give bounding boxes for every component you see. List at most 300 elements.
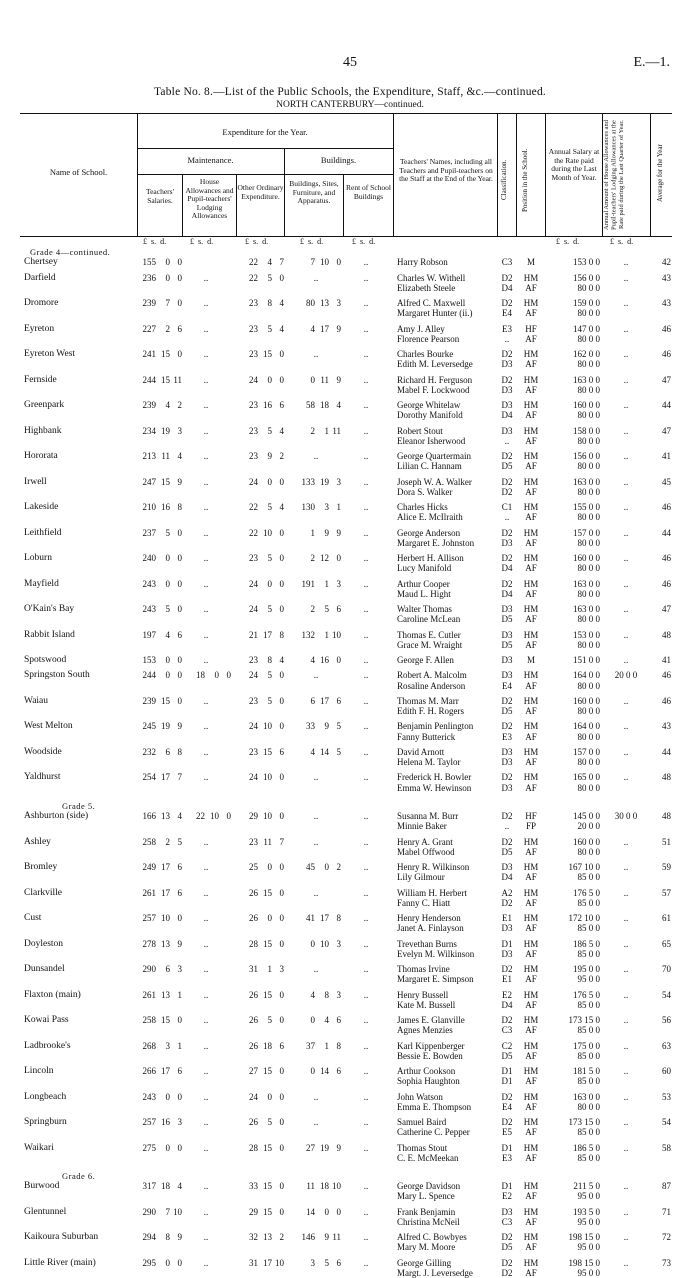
house-allowance: .. [203,400,209,410]
school-name: Irwell [24,476,47,487]
header-salaries: Teachers' Salaries. [146,187,174,205]
school-name: Waiau [24,695,49,706]
buildings-sites-shillings: 8 [324,989,329,1000]
buildings-sites: .. [313,811,319,821]
teacher-position: HM [523,695,539,706]
buildings-sites-pence: 6 [336,1015,341,1025]
house-allowance: .. [203,272,209,283]
salaries-pence: 0 [177,553,182,563]
average-attendance: 59 [662,862,671,872]
salaries-pence: 6 [177,629,182,640]
teacher-name: Joseph W. A. Walker [397,476,472,487]
average-attendance: 41 [662,451,671,461]
teacher-salary: 198 15 0 [568,1257,600,1268]
other-expenditure-shillings: 5 [267,695,272,706]
other-expenditure-shillings: 5 [267,272,272,283]
teacher-position: AF [525,333,537,344]
other-expenditure-shillings: 15 [263,349,272,359]
teacher-classification: D5 [501,639,513,650]
buildings-sites-pounds: 4 [310,746,315,757]
salaries-pounds: 239 [142,695,156,706]
teacher-name: Mabel Offwood [397,846,455,857]
average-attendance: 42 [662,257,671,268]
salaries-pounds: 241 [142,349,156,359]
rent: .. [363,695,369,706]
other-expenditure-pounds: 26 [249,913,258,923]
other-expenditure-pounds: 22 [249,527,258,538]
buildings-sites-pence: 6 [336,1257,341,1268]
teacher-name: Mary M. Moore [397,1242,456,1253]
salaries-shillings: 10 [161,913,170,923]
salaries-pounds: 239 [142,298,156,308]
house-allowance-pence: 0 [226,811,231,821]
table-subtitle: NORTH CANTERBURY—continued. [276,100,424,110]
salaries-pence: 0 [177,1091,182,1102]
allowance-amount: .. [623,323,629,334]
teacher-name: Frank Benjamin [397,1206,456,1217]
other-expenditure-pounds: 21 [249,629,258,640]
teacher-name: Thomas E. Cutler [397,629,461,640]
teacher-salary: 95 0 0 [577,1242,600,1253]
salaries-pounds: 213 [142,451,156,461]
rent: .. [363,425,369,436]
other-expenditure-pence: 0 [279,604,284,614]
teacher-classification: D2 [501,527,513,538]
school-name: Lincoln [24,1066,54,1076]
teacher-salary: 198 15 0 [568,1232,600,1243]
salaries-shillings: 16 [161,502,170,512]
rent: .. [363,527,369,538]
salaries-shillings: 7 [165,1206,170,1217]
buildings-sites-pence: 6 [336,604,341,614]
header-house: House Allowances and Pupil-teachers' Lodging Allowances [185,177,234,220]
house-allowance: .. [203,862,209,872]
teacher-salary: 80 0 0 [577,588,600,599]
teacher-name: Amy J. Alley [397,323,445,334]
teacher-classification: D5 [501,1242,513,1253]
buildings-sites-pounds: 11 [306,1181,315,1192]
salaries-pence: 9 [177,1232,182,1243]
header-allowance: Annual Amount of House Allowances and Pupil-teachers' Lodging Allowances at the Rate paid during the Last Quarter of Year. [603,120,625,230]
average-attendance: 47 [662,374,671,385]
teacher-name: Henry Bussell [397,989,449,1000]
school-name: Ladbrooke's [24,1040,71,1051]
teacher-name: Lily Gilmour [397,872,445,883]
salaries-shillings: 13 [161,938,170,949]
teacher-position: AF [525,1025,537,1036]
allowance-amount: .. [623,695,629,706]
teacher-classification: D2 [501,1015,513,1025]
teacher-salary: 193 5 0 [573,1206,600,1217]
teacher-salary: 95 0 0 [577,1191,600,1202]
teacher-name: Arthur Cookson [397,1066,456,1076]
salaries-pence: 0 [177,272,182,283]
buildings-sites-shillings: 1 [324,425,329,436]
teacher-salary: 176 5 0 [573,887,600,898]
salaries-pounds: 232 [142,746,156,757]
salaries-pence: 0 [177,1257,182,1268]
other-expenditure-pounds: 23 [249,298,258,308]
school-name: Fernside [24,374,57,385]
rent: .. [363,298,369,308]
salaries-pounds: 245 [142,721,156,732]
teacher-classification: D2 [501,772,513,783]
teacher-classification: E3 [502,1152,512,1163]
salaries-pounds: 257 [142,1117,156,1127]
money-unit-header: £ s. d. [610,237,634,246]
teacher-position: HM [523,887,539,898]
teacher-name: Harry Robson [397,257,448,268]
house-allowance: .. [203,1181,209,1192]
teacher-salary: 80 0 0 [577,639,600,650]
rent: .. [363,655,369,665]
teacher-name: Agnes Menzies [397,1025,453,1036]
salaries-pence: 0 [177,604,182,614]
teacher-classification: D3 [501,537,513,548]
salaries-shillings: 11 [161,451,170,461]
other-expenditure-shillings: 0 [267,913,272,923]
other-expenditure-pence: 0 [279,1117,284,1127]
teacher-name: Alice E. McIlraith [397,512,463,523]
salaries-pounds: 278 [142,938,156,949]
salaries-pounds: 247 [142,476,156,487]
buildings-sites: .. [313,349,319,359]
teacher-salary: 167 10 0 [568,862,600,872]
salaries-shillings: 0 [165,1142,170,1153]
average-attendance: 46 [662,553,671,563]
average-attendance: 46 [662,670,671,681]
teacher-name: George F. Allen [397,655,454,665]
salaries-shillings: 0 [165,655,170,665]
teacher-classification: E4 [502,1101,512,1112]
other-expenditure-pounds: 31 [249,1257,258,1268]
other-expenditure-pounds: 26 [249,1015,258,1025]
allowance-amount: .. [623,349,629,359]
salaries-pounds: 237 [142,527,156,538]
salaries-pence: 3 [177,1117,182,1127]
rent: .. [363,836,369,847]
other-expenditure-pounds: 24 [249,578,258,589]
teacher-classification: D5 [501,706,513,716]
average-attendance: 63 [662,1040,671,1051]
teacher-salary: 173 15 0 [568,1117,600,1127]
teacher-classification: D2 [501,486,513,497]
other-expenditure-pence: 6 [279,1040,284,1051]
buildings-sites-pence: 6 [336,695,341,706]
salaries-shillings: 15 [161,476,170,487]
buildings-sites-pounds: 33 [306,721,315,732]
header-other: Other Ordinary Expenditure. [237,183,284,201]
salaries-shillings: 15 [161,695,170,706]
teacher-name: Emma W. Hewinson [397,782,472,793]
school-name: Eyreton West [24,349,76,359]
teacher-classification: D2 [501,451,513,461]
buildings-sites-pence: 10 [332,1181,341,1192]
teacher-salary: 85 0 0 [577,999,600,1010]
salaries-pence: 0 [177,913,182,923]
house-allowance-pounds: 18 [196,670,205,681]
rent: .. [363,913,369,923]
salaries-pence: 7 [177,772,182,783]
other-expenditure-shillings: 5 [267,1015,272,1025]
salaries-shillings: 13 [161,811,170,821]
teacher-name: Charles W. Withell [397,272,466,283]
buildings-sites-shillings: 14 [320,1066,329,1076]
salaries-pounds: 244 [142,374,156,385]
teacher-name: Charles Hicks [397,502,448,512]
teacher-classification: D4 [501,588,513,599]
average-attendance: 53 [662,1091,671,1102]
school-name: Cust [24,913,42,923]
salaries-shillings: 3 [165,1040,170,1051]
other-expenditure-shillings: 15 [263,746,272,757]
teacher-position: HF [525,811,537,821]
house-allowance-pounds: 22 [196,811,205,821]
teacher-position: AF [525,974,537,985]
teacher-position: HM [523,1206,539,1217]
header-teachers: Teachers' Names, including all Teachers and Pupil-teachers on the Staff at the End of the Year. [399,157,493,183]
grade-heading: Grade 5. [62,800,96,811]
teacher-salary: 95 0 0 [577,974,600,985]
money-unit-header: £ s. d. [300,237,324,246]
teacher-salary: 173 15 0 [568,1015,600,1025]
allowance-amount: .. [623,553,629,563]
salaries-pence: 0 [177,527,182,538]
other-expenditure-shillings: 15 [263,887,272,898]
teacher-classification: .. [504,435,510,446]
teacher-salary: 145 0 0 [573,811,600,821]
buildings-sites-pence: 9 [336,527,341,538]
other-expenditure-pounds: 27 [249,1066,258,1076]
other-expenditure-pounds: 24 [249,604,258,614]
teacher-position: HM [523,836,539,847]
other-expenditure-pence: 10 [275,1257,284,1268]
teacher-classification: E2 [502,989,512,1000]
teacher-classification: D2 [501,298,513,308]
salaries-pence: 6 [177,862,182,872]
teacher-name: Dora S. Walker [397,486,453,497]
teacher-position: HM [523,629,539,640]
teacher-position: AF [525,563,537,574]
other-expenditure-shillings: 8 [267,298,272,308]
teacher-classification: D2 [501,1091,513,1102]
teacher-classification: D5 [501,461,513,472]
salaries-shillings: 0 [165,670,170,681]
other-expenditure-pounds: 24 [249,374,258,385]
money-unit-header: £ s. d. [143,237,167,246]
buildings-sites-pounds: 0 [310,938,315,949]
buildings-sites: .. [313,272,319,283]
salaries-pence: 6 [177,323,182,334]
teacher-name: Margaret E. Simpson [397,974,474,985]
buildings-sites-shillings: 19 [320,476,329,487]
other-expenditure-pounds: 33 [249,1181,258,1192]
average-attendance: 48 [662,811,671,821]
teacher-position: HM [523,1232,539,1243]
school-name: Hororata [24,451,58,461]
teacher-salary: 172 10 0 [568,913,600,923]
buildings-sites-pounds: 7 [310,257,315,268]
salaries-shillings: 16 [161,1117,170,1127]
buildings-sites: .. [313,964,319,974]
header-buildings: Buildings. [320,155,357,165]
teacher-name: Elizabeth Steele [397,282,456,293]
other-expenditure-pence: 0 [279,670,284,681]
teacher-classification: D2 [501,964,513,974]
teacher-name: Fanny Butterick [397,731,456,742]
salaries-pence: 3 [177,425,182,436]
salaries-pounds: 261 [142,887,156,898]
teacher-classification: D4 [501,872,513,883]
rent: .. [363,1066,369,1076]
teacher-position: M [526,257,535,268]
other-expenditure-pounds: 22 [249,272,258,283]
buildings-sites-pence: 10 [332,629,341,640]
other-expenditure-pounds: 29 [249,1206,258,1217]
header-salary: Annual Salary at the Rate paid during the Last Month of Year. [548,147,600,182]
teacher-name: Minnie Baker [397,821,447,832]
school-name: Lakeside [24,502,59,512]
house-allowance: .. [203,695,209,706]
buildings-sites-pounds: 146 [301,1232,315,1243]
teacher-classification: D3 [501,1206,513,1217]
teacher-classification: D3 [501,746,513,757]
teacher-position: AF [525,1076,537,1087]
school-name: Little River (main) [24,1257,96,1268]
salaries-pence: 0 [177,1015,182,1025]
teacher-position: AF [525,359,537,370]
school-name: Rabbit Island [24,629,75,640]
other-expenditure-pence: 0 [279,862,284,872]
rent: .. [363,257,369,268]
teacher-name: George Whitelaw [397,400,461,410]
teacher-position: AF [525,706,537,716]
teacher-salary: 80 0 0 [577,757,600,767]
other-expenditure-pence: 0 [279,1015,284,1025]
buildings-sites-shillings: 11 [320,374,329,385]
other-expenditure-pence: 0 [279,272,284,283]
teacher-position: HM [523,721,539,732]
teacher-name: Eleanor Isherwood [397,435,466,446]
allowance-amount: .. [623,629,629,640]
teacher-position: HM [523,349,539,359]
other-expenditure-pence: 2 [279,1232,284,1243]
buildings-sites-pounds: 27 [306,1142,315,1153]
school-name: Leithfield [24,527,62,538]
salaries-pounds: 236 [142,272,156,283]
teacher-salary: 80 0 0 [577,333,600,344]
buildings-sites-pounds: 0 [310,374,315,385]
teacher-salary: 80 0 0 [577,384,600,395]
salaries-shillings: 15 [161,349,170,359]
other-expenditure-shillings: 15 [263,1142,272,1153]
rent: .. [363,887,369,898]
salaries-shillings: 6 [165,964,170,974]
teacher-position: HM [523,451,539,461]
allowance-amount: .. [623,836,629,847]
salaries-pence: 10 [173,1206,182,1217]
average-attendance: 45 [662,476,671,487]
other-expenditure-pence: 0 [279,1181,284,1192]
average-attendance: 60 [662,1066,671,1076]
school-name: Bromley [24,862,58,872]
other-expenditure-pence: 0 [279,695,284,706]
buildings-sites-shillings: 9 [324,527,329,538]
buildings-sites-pounds: 4 [310,323,315,334]
teacher-name: Henry R. Wilkinson [397,862,470,872]
allowance-amount: .. [623,721,629,732]
buildings-sites-shillings: 18 [320,1181,329,1192]
rent: .. [363,772,369,783]
teacher-name: Robert Stout [397,425,443,436]
teacher-classification: D1 [501,1066,513,1076]
house-allowance: .. [203,553,209,563]
other-expenditure-shillings: 15 [263,938,272,949]
teacher-position: HM [523,374,539,385]
teacher-name: Thomas M. Marr [397,695,459,706]
teacher-salary: 195 0 0 [573,964,600,974]
rent: .. [363,1040,369,1051]
buildings-sites-shillings: 10 [320,257,329,268]
other-expenditure-shillings: 0 [267,862,272,872]
buildings-sites: .. [313,836,319,847]
rent: .. [363,1015,369,1025]
teacher-position: AF [525,1152,537,1163]
salaries-pence: 5 [177,836,182,847]
teacher-name: Edith M. Leversedge [397,359,473,370]
teacher-salary: 159 0 0 [573,298,600,308]
teacher-name: Rosaline Anderson [397,680,466,691]
buildings-sites-pounds: 37 [306,1040,315,1051]
allowance-amount: .. [623,578,629,589]
teacher-classification: D2 [501,476,513,487]
school-name: Dromore [24,298,59,308]
salaries-pounds: 243 [142,604,156,614]
teacher-name: George Gilling [397,1257,452,1268]
rent: .. [363,1091,369,1102]
teacher-position: AF [525,1101,537,1112]
rent: .. [363,862,369,872]
salaries-shillings: 4 [165,629,170,640]
buildings-sites-shillings: 14 [320,746,329,757]
house-allowance: .. [203,913,209,923]
buildings-sites-pounds: 130 [301,502,315,512]
other-expenditure-pounds: 25 [249,862,258,872]
other-expenditure-pounds: 24 [249,1091,258,1102]
other-expenditure-shillings: 10 [263,527,272,538]
teacher-position: HM [523,862,539,872]
teacher-salary: 80 0 0 [577,846,600,857]
average-attendance: 54 [662,1117,671,1127]
other-expenditure-pounds: 24 [249,670,258,681]
salaries-pence: 9 [177,938,182,949]
grade-heading: Grade 6. [62,1171,96,1181]
buildings-sites-shillings: 9 [324,721,329,732]
school-name: Highbank [24,425,62,436]
teacher-name: Sophia Haughton [397,1076,460,1087]
teacher-name: Alfred C. Maxwell [397,298,466,308]
school-name: Ashley [24,836,51,847]
other-expenditure-pence: 0 [279,349,284,359]
other-expenditure-shillings: 4 [267,257,272,268]
rent: .. [363,578,369,589]
school-name: Glentunnel [24,1206,67,1217]
allowance-amount: .. [623,1015,629,1025]
allowance-amount: .. [623,502,629,512]
allowance-amount: .. [623,1232,629,1243]
teacher-salary: 80 0 0 [577,308,600,319]
teacher-position: HM [523,604,539,614]
